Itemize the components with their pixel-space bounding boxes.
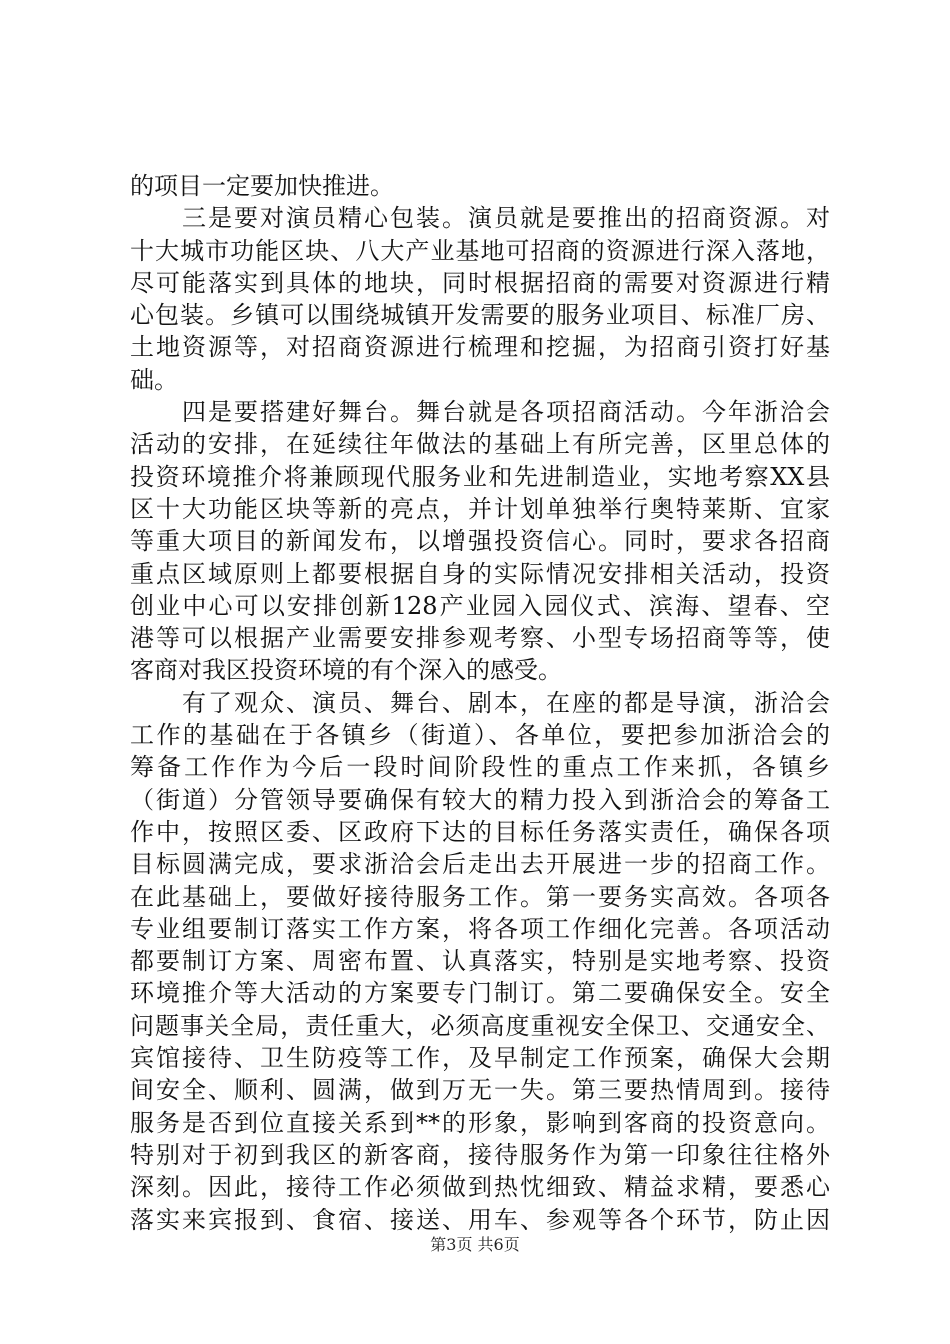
text-line: 活动的安排，在延续往年做法的基础上有所完善，区里总体的 (130, 430, 830, 459)
text-line: 投资环境推介将兼顾现代服务业和先进制造业，实地考察XX县 (130, 462, 830, 491)
page-footer: 第3页 共6页 (430, 1235, 520, 1254)
text-line: 四是要搭建好舞台。舞台就是各项招商活动。今年浙洽会 (130, 398, 830, 427)
text-line: 工作的基础在于各镇乡（街道）、各单位，要把参加浙洽会的 (130, 721, 830, 750)
text-line: 在此基础上，要做好接待服务工作。第一要务实高效。各项各 (130, 882, 830, 911)
text-line: 心包装。乡镇可以围绕城镇开发需要的服务业项目、标准厂房、 (130, 301, 830, 330)
text-line: 区十大功能区块等新的亮点，并计划单独举行奥特莱斯、宜家 (130, 494, 830, 523)
text-line: 作中，按照区委、区政府下达的目标任务落实责任，确保各项 (130, 817, 830, 846)
text-line: 筹备工作作为今后一段时间阶段性的重点工作来抓，各镇乡 (130, 753, 830, 782)
text-line: 尽可能落实到具体的地块，同时根据招商的需要对资源进行精 (130, 268, 830, 297)
text-line: 深刻。因此，接待工作必须做到热忱细致、精益求精，要悉心 (130, 1173, 830, 1202)
text-line: 三是要对演员精心包装。演员就是要推出的招商资源。对 (130, 204, 830, 233)
text-line: 十大城市功能区块、八大产业基地可招商的资源进行深入落地， (130, 236, 830, 265)
text-line: 落实来宾报到、食宿、接送、用车、参观等各个环节，防止因 (130, 1205, 830, 1234)
text-line: 专业组要制订落实工作方案，将各项工作细化完善。各项活动 (130, 914, 830, 943)
text-line: 土地资源等，对招商资源进行梳理和挖掘，为招商引资打好基 (130, 333, 830, 362)
text-line: 的项目一定要加快推进。 (130, 172, 394, 200)
text-line: 目标圆满完成，要求浙洽会后走出去开展进一步的招商工作。 (130, 850, 830, 879)
text-line: 环境推介等大活动的方案要专门制订。第二要确保安全。安全 (130, 979, 830, 1008)
text-line: 重点区域原则上都要根据自身的实际情况安排相关活动，投资 (130, 559, 830, 588)
text-line: 客商对我区投资环境的有个深入的感受。 (130, 656, 562, 685)
text-line: （街道）分管领导要确保有较大的精力投入到浙洽会的筹备工 (130, 785, 830, 814)
text-line: 都要制订方案、周密布置、认真落实，特别是实地考察、投资 (130, 947, 830, 976)
text-line: 问题事关全局，责任重大，必须高度重视安全保卫、交通安全、 (130, 1011, 830, 1040)
text-line: 港等可以根据产业需要安排参观考察、小型专场招商等等，使 (130, 624, 830, 653)
text-line: 础。 (130, 365, 178, 394)
text-line: 服务是否到位直接关系到**的形象，影响到客商的投资意向。 (130, 1108, 830, 1137)
text-line: 宾馆接待、卫生防疫等工作，及早制定工作预案，确保大会期 (130, 1044, 830, 1073)
text-line: 创业中心可以安排创新128产业园入园仪式、滨海、望春、空 (130, 591, 830, 620)
body-text (130, 170, 830, 1236)
text-line: 特别对于初到我区的新客商，接待服务作为第一印象往往格外 (130, 1140, 830, 1169)
text-line: 等重大项目的新闻发布，以增强投资信心。同时，要求各招商 (130, 527, 830, 556)
text-line: 有了观众、演员、舞台、剧本，在座的都是导演，浙洽会 (130, 688, 830, 717)
text-line: 间安全、顺利、圆满，做到万无一失。第三要热情周到。接待 (130, 1076, 830, 1105)
